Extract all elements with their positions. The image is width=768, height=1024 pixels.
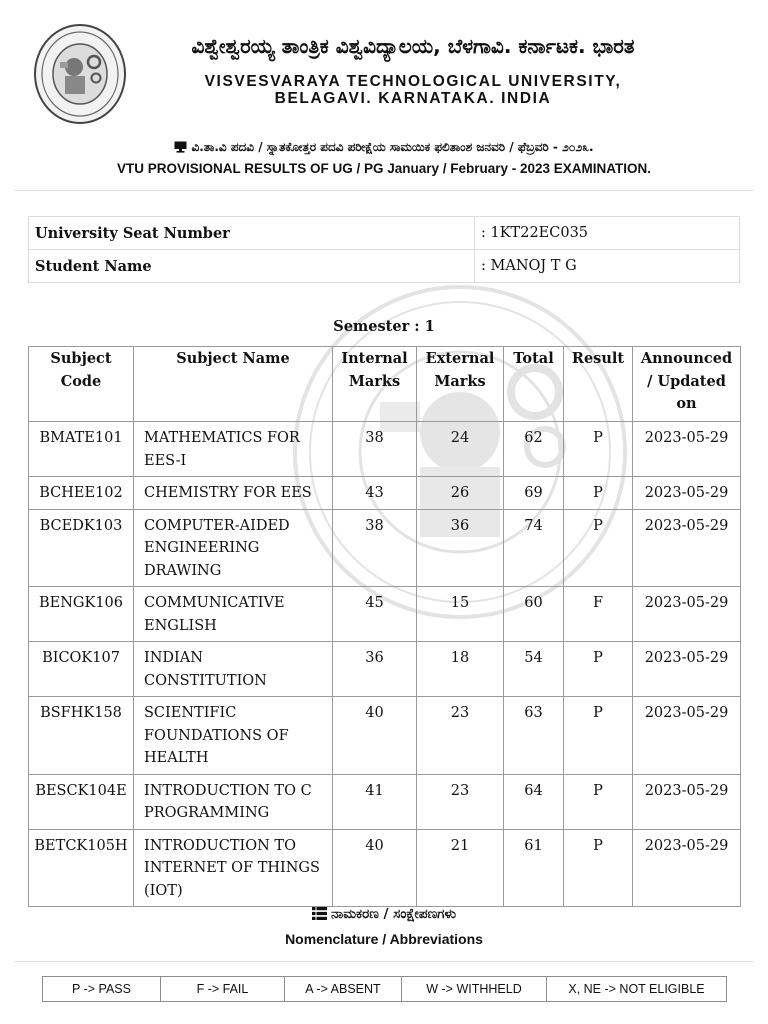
- col-announced-date: Announced / Updated on: [633, 347, 741, 422]
- result-status: P: [564, 829, 633, 907]
- col-subject-code: Subject Code: [29, 347, 134, 422]
- subject-code: BENGK106: [29, 587, 134, 642]
- external-marks: 23: [417, 697, 504, 775]
- nomenclature-title-kannada: [0, 906, 768, 922]
- abbreviations-row: [43, 977, 727, 1002]
- nomenclature-title-english: Nomenclature / Abbreviations: [285, 931, 483, 947]
- result-status: P: [564, 509, 633, 587]
- abbreviations-table: [42, 976, 727, 1002]
- internal-marks: 38: [333, 422, 417, 477]
- header-divider: [14, 190, 754, 191]
- abbr-absent: A -> ABSENT: [285, 977, 402, 1002]
- subject-name: INTRODUCTION TO C PROGRAMMING: [134, 774, 333, 829]
- result-status: P: [564, 774, 633, 829]
- subject-name: COMPUTER-AIDED ENGINEERING DRAWING: [134, 509, 333, 587]
- subject-code: BETCK105H: [29, 829, 134, 907]
- announced-date: 2023-05-29: [633, 642, 741, 697]
- table-row: [29, 697, 741, 775]
- external-marks: 23: [417, 774, 504, 829]
- result-status: F: [564, 587, 633, 642]
- internal-marks: 38: [333, 509, 417, 587]
- usn-label: University Seat Number: [29, 217, 475, 250]
- list-icon: [312, 907, 327, 920]
- monitor-icon: [174, 141, 187, 153]
- table-row: [29, 587, 741, 642]
- subject-name: INTRODUCTION TO INTERNET OF THINGS (IOT): [134, 829, 333, 907]
- subject-code: BCHEE102: [29, 477, 134, 510]
- subject-code: BICOK107: [29, 642, 134, 697]
- subject-code: BSFHK158: [29, 697, 134, 775]
- student-name-row: [29, 250, 740, 283]
- internal-marks: 43: [333, 477, 417, 510]
- subject-name: MATHEMATICS FOR EES-I: [134, 422, 333, 477]
- table-row: [29, 509, 741, 587]
- internal-marks: 36: [333, 642, 417, 697]
- external-marks: 36: [417, 509, 504, 587]
- page-header: [0, 0, 768, 190]
- exam-subtitle-kannada: [0, 140, 768, 155]
- subject-name: CHEMISTRY FOR EES: [134, 477, 333, 510]
- results-header-row: [29, 347, 741, 422]
- table-row: [29, 829, 741, 907]
- total-marks: 69: [504, 477, 564, 510]
- subject-name: INDIAN CONSTITUTION: [134, 642, 333, 697]
- total-marks: 62: [504, 422, 564, 477]
- announced-date: 2023-05-29: [633, 509, 741, 587]
- announced-date: 2023-05-29: [633, 829, 741, 907]
- subject-code: BMATE101: [29, 422, 134, 477]
- col-external-marks: External Marks: [417, 347, 504, 422]
- usn-value: : 1KT22EC035: [475, 217, 740, 250]
- total-marks: 74: [504, 509, 564, 587]
- semester-heading: Semester : 1: [333, 318, 435, 335]
- col-subject-name: Subject Name: [134, 347, 333, 422]
- total-marks: 61: [504, 829, 564, 907]
- abbr-pass: P -> PASS: [43, 977, 161, 1002]
- announced-date: 2023-05-29: [633, 774, 741, 829]
- col-internal-marks: Internal Marks: [333, 347, 417, 422]
- internal-marks: 41: [333, 774, 417, 829]
- table-row: [29, 774, 741, 829]
- result-status: P: [564, 477, 633, 510]
- abbr-not-eligible: X, NE -> NOT ELIGIBLE: [547, 977, 727, 1002]
- abbr-fail: F -> FAIL: [161, 977, 285, 1002]
- subject-name: COMMUNICATIVE ENGLISH: [134, 587, 333, 642]
- announced-date: 2023-05-29: [633, 697, 741, 775]
- announced-date: 2023-05-29: [633, 587, 741, 642]
- external-marks: 18: [417, 642, 504, 697]
- col-total: Total: [504, 347, 564, 422]
- external-marks: 24: [417, 422, 504, 477]
- result-status: P: [564, 642, 633, 697]
- total-marks: 64: [504, 774, 564, 829]
- internal-marks: 40: [333, 829, 417, 907]
- student-name-value: : MANOJ T G: [475, 250, 740, 283]
- result-status: P: [564, 422, 633, 477]
- university-name-line1: VISVESVARAYA TECHNOLOGICAL UNIVERSITY,: [204, 73, 622, 90]
- exam-subtitle-english: VTU PROVISIONAL RESULTS OF UG / PG January / February - 2023 EXAMINATION.: [116, 161, 652, 176]
- student-info-table: [28, 216, 740, 283]
- student-name-label: Student Name: [29, 250, 475, 283]
- subject-code: BESCK104E: [29, 774, 134, 829]
- table-row: [29, 642, 741, 697]
- nomenclature-divider: [14, 961, 754, 962]
- table-row: [29, 477, 741, 510]
- exam-subtitle-kannada-text: ವಿ.ತಾ.ವಿ ಪದವಿ / ಸ್ನಾತಕೋತ್ತರ ಪದವಿ ಪರೀಕ್ಷೆಯ ಸಾಮಯಿಕ ಫಲಿತಾಂಶ ಜನವರಿ / ಫೆಬ್ರವರಿ - ೨೦೨೩.: [191, 140, 594, 154]
- total-marks: 54: [504, 642, 564, 697]
- result-status: P: [564, 697, 633, 775]
- total-marks: 63: [504, 697, 564, 775]
- internal-marks: 45: [333, 587, 417, 642]
- announced-date: 2023-05-29: [633, 477, 741, 510]
- results-table: [28, 346, 741, 907]
- nomenclature-title-kannada-text: ನಾಮಕರಣ / ಸಂಕ್ಷೇಪಣಗಳು: [330, 906, 457, 922]
- university-name-english: [130, 73, 696, 107]
- col-result: Result: [564, 347, 633, 422]
- announced-date: 2023-05-29: [633, 422, 741, 477]
- external-marks: 21: [417, 829, 504, 907]
- university-seal-logo: [32, 22, 128, 126]
- university-name-kannada: ವಿಶ್ವೇಶ್ವರಯ್ಯ ತಾಂತ್ರಿಕ ವಿಶ್ವವಿದ್ಯಾಲಯ, ಬೆಳಗಾವಿ. ಕರ್ನಾಟಕ. ಭಾರತ: [191, 34, 635, 58]
- abbr-withheld: W -> WITHHELD: [402, 977, 547, 1002]
- subject-name: SCIENTIFIC FOUNDATIONS OF HEALTH: [134, 697, 333, 775]
- table-row: [29, 422, 741, 477]
- external-marks: 26: [417, 477, 504, 510]
- external-marks: 15: [417, 587, 504, 642]
- university-name-line2: BELAGAVI. KARNATAKA. INDIA: [274, 90, 552, 107]
- total-marks: 60: [504, 587, 564, 642]
- usn-row: [29, 217, 740, 250]
- internal-marks: 40: [333, 697, 417, 775]
- subject-code: BCEDK103: [29, 509, 134, 587]
